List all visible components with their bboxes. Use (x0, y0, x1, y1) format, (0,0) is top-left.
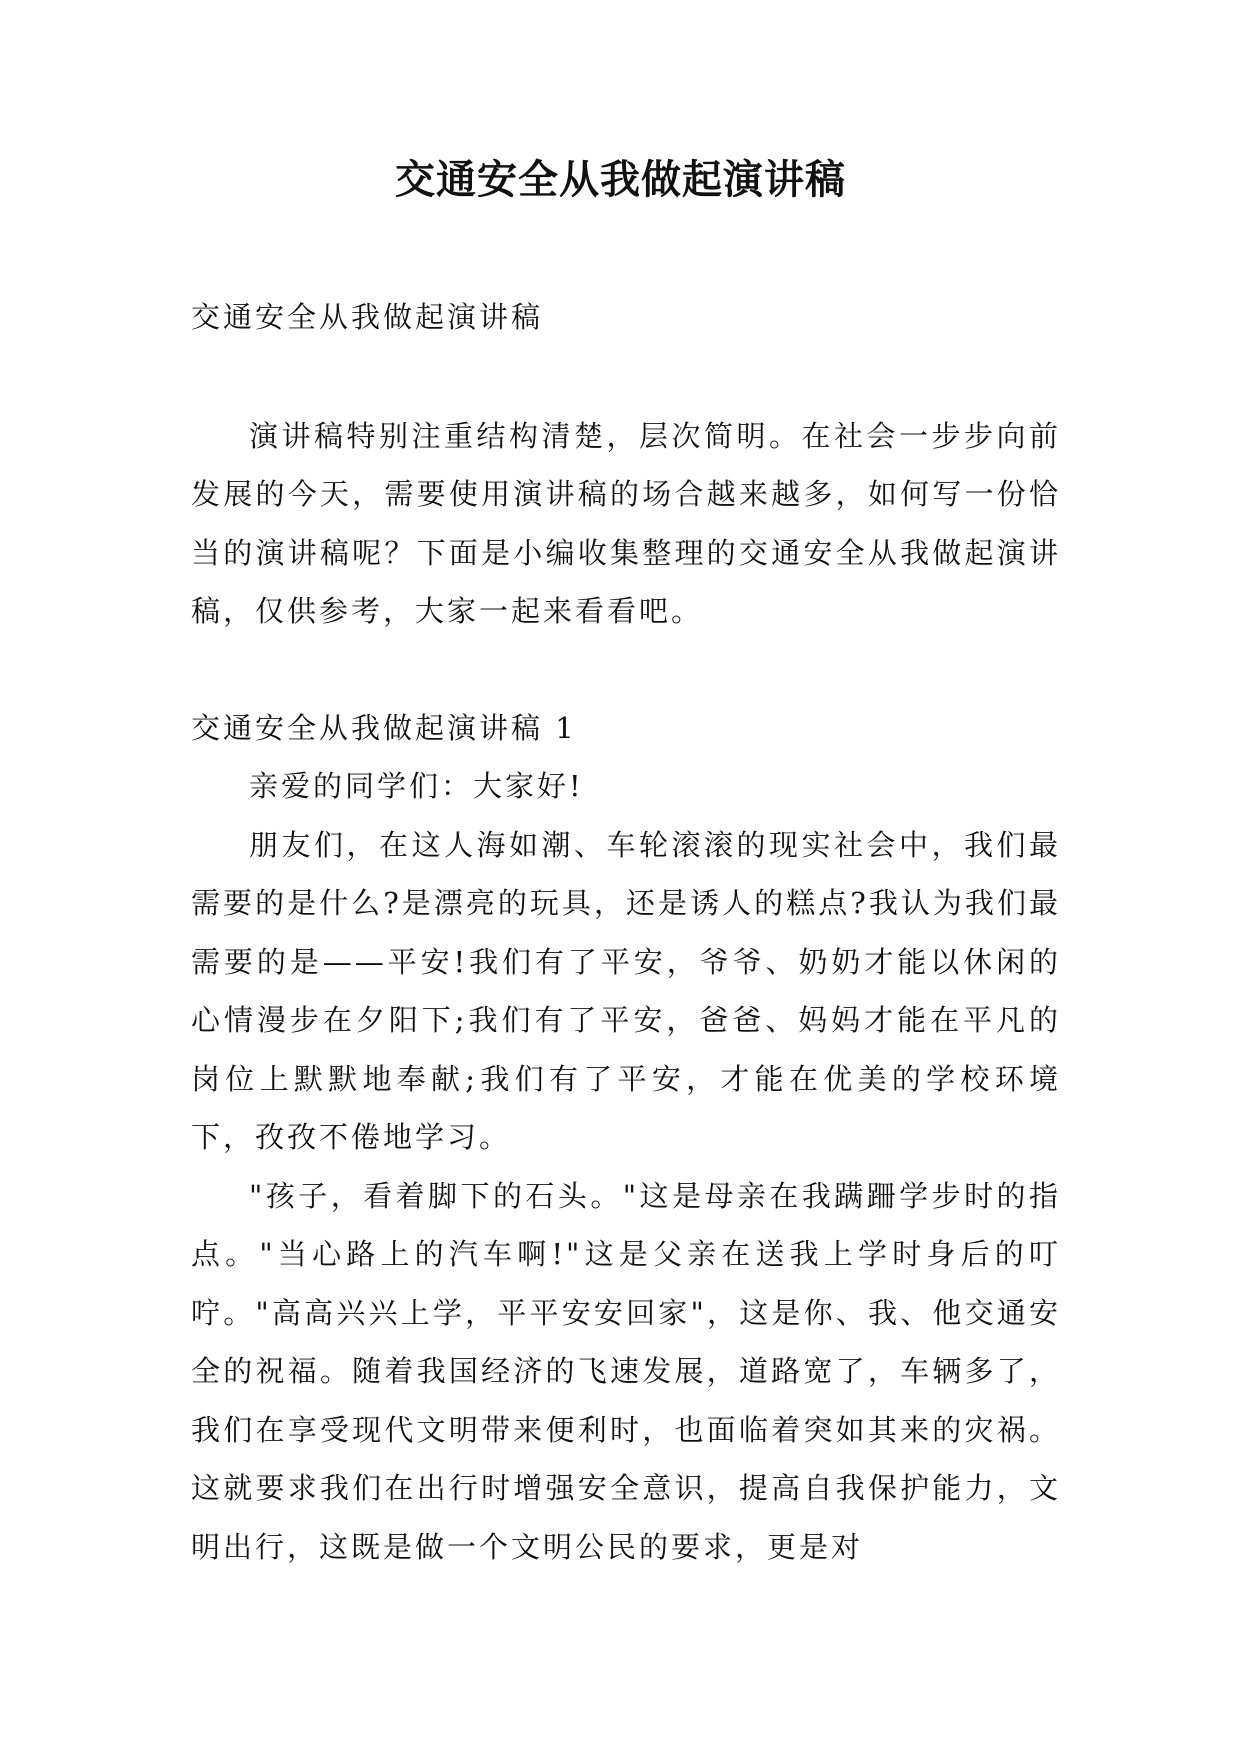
body-paragraph: "孩子，看着脚下的石头。"这是母亲在我蹒跚学步时的指点。"当心路上的汽车啊!"这是父亲在送我上学时身后的叮咛。"高高兴兴上学，平平安安回家"，这是你、我、他交通安全的祝福。随着我国经济的飞速发展，道路宽了，车辆多了，我们在享受现代文明带来便利时，也面临着突如其来的灾祸。这就要求我们在出行时增强安全意识，提高自我保护能力，文明出行，这既是做一个文明公民的要求，更是对 (191, 1178, 1061, 1564)
document-body (191, 288, 1061, 1576)
spacer (191, 347, 1061, 407)
document-title: 交通安全从我做起演讲稿 (395, 156, 846, 203)
body-paragraph: 朋友们，在这人海如潮、车轮滚滚的现实社会中，我们最需要的是什么?是漂亮的玩具，还是诱人的糕点?我认为我们最需要的是——平安!我们有了平安，爷爷、奶奶才能以休闲的心情漫步在夕阳下;我们有了平安，爸爸、妈妈才能在平凡的岗位上默默地奉献;我们有了平安，才能在优美的学校环境下，孜孜不倦地学习。 (191, 827, 1061, 1154)
spacer (191, 641, 1061, 699)
document-heading: 交通安全从我做起演讲稿 (191, 300, 544, 334)
intro-paragraph: 演讲稿特别注重结构清楚，层次简明。在社会一步步向前发展的今天，需要使用演讲稿的场合越来越多，如何写一份恰当的演讲稿呢？下面是小编收集整理的交通安全从我做起演讲稿，仅供参考，大家一起来看看吧。 (191, 418, 1061, 628)
section-title: 交通安全从我做起演讲稿 1 (191, 710, 577, 745)
greeting: 亲爱的同学们：大家好! (249, 769, 584, 803)
